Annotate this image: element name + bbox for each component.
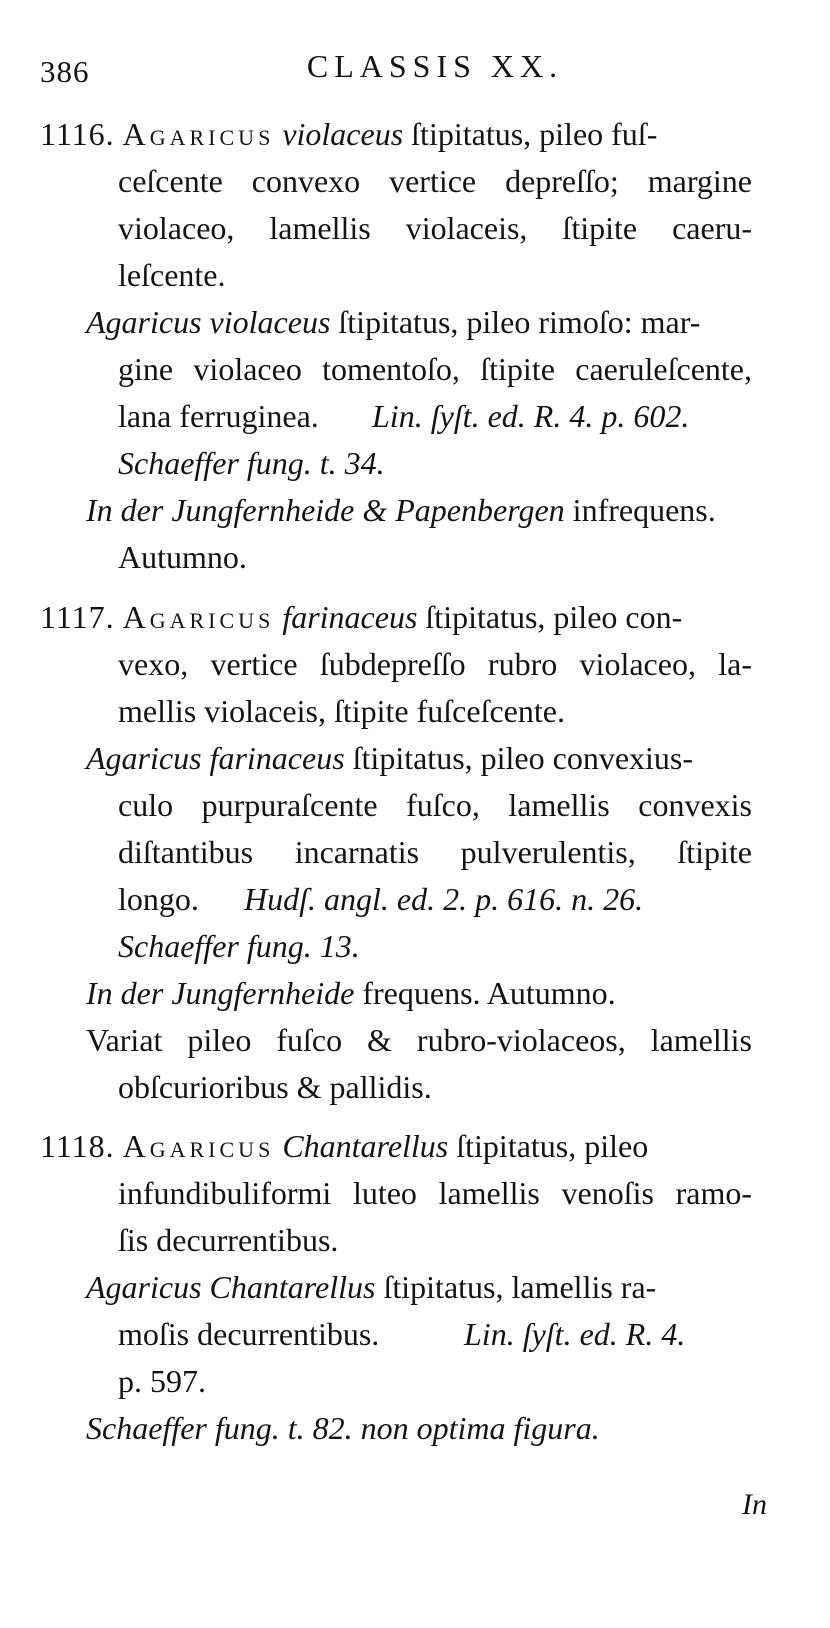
diagnosis-line: ceſcente convexo vertice depreſſo; margine xyxy=(118,163,752,199)
entry-heading xyxy=(40,1124,752,1168)
entry-number: 1117. xyxy=(40,599,115,635)
reference-line xyxy=(86,1406,600,1450)
synonym-text: ſtipitatus, lamellis ra- xyxy=(383,1269,657,1305)
synonym-line xyxy=(86,300,752,344)
synonym-text: ſtipitatus, pileo convexius- xyxy=(352,740,694,776)
species-name: Chantarellus xyxy=(282,1128,449,1164)
synonym-name: Agaricus Chantarellus xyxy=(86,1269,376,1305)
catchword: In xyxy=(742,1488,767,1521)
running-title: CLASSIS XX. xyxy=(306,48,564,84)
diagnosis-line: vexo, vertice ſubdepreſſo rubro violaceo, la- xyxy=(118,646,752,682)
species-name: farinaceus xyxy=(282,599,418,635)
reference: Schaeffer fung. 13. xyxy=(118,928,360,964)
synonym-text: ſtipitatus, pileo rimoſo: mar- xyxy=(338,304,701,340)
entry-number: 1116. xyxy=(40,116,115,152)
synonym-line: p. 597. xyxy=(118,1363,206,1399)
diagnosis-line: mellis violaceis, ſtipite fuſceſcente. xyxy=(118,693,565,729)
reference: Schaeffer fung. t. 82. xyxy=(86,1410,353,1446)
synonym-line: lana ferruginea. xyxy=(118,398,319,434)
synonym-line: diſtantibus incarnatis pulverulentis, ſtipite xyxy=(118,834,752,870)
synonym-line: moſis decurrentibus. xyxy=(118,1316,380,1352)
diagnosis-line: ſtipitatus, pileo con- xyxy=(425,599,683,635)
diagnosis-line: ſis decurrentibus. xyxy=(118,1222,339,1258)
citation: Lin. ſyſt. ed. R. 4. xyxy=(464,1316,686,1352)
synonym-line: longo. xyxy=(118,881,199,917)
synonym-line xyxy=(86,736,752,780)
genus-name: Agaricus xyxy=(122,599,275,635)
diagnosis-line: ſtipitatus, pileo fuſ- xyxy=(411,116,658,152)
reference: Schaeffer fung. t. 34. xyxy=(118,445,385,481)
species-name: violaceus xyxy=(282,116,404,152)
synonym-line: culo purpuraſcente fuſco, lamellis convexis xyxy=(118,787,752,823)
reference-note: non optima figura. xyxy=(360,1410,600,1446)
locality-place: In der Jungfernheide & Papenbergen xyxy=(86,492,565,528)
entry-number: 1118. xyxy=(40,1128,115,1164)
variation-line: Variat pileo fuſco & rubro-violaceos, lamellis xyxy=(86,1022,752,1058)
genus-name: Agaricus xyxy=(122,116,275,152)
variation-line: obſcurioribus & pallidis. xyxy=(118,1069,432,1105)
synonym-line: gine violaceo tomentoſo, ſtipite caeruleſcente, xyxy=(118,351,752,387)
season: Autumno. xyxy=(118,539,247,575)
entry-heading xyxy=(40,112,752,156)
genus-name: Agaricus xyxy=(122,1128,275,1164)
synonym-name: Agaricus farinaceus xyxy=(86,740,345,776)
diagnosis-line: infundibuliformi luteo lamellis venoſis ramo- xyxy=(118,1175,752,1211)
locality-line xyxy=(86,488,716,532)
locality-frequency: frequens. Autumno. xyxy=(362,975,616,1011)
page-number: 386 xyxy=(40,54,90,89)
diagnosis-line: ſtipitatus, pileo xyxy=(456,1128,649,1164)
locality-line xyxy=(86,971,616,1015)
locality-place: In der Jungfernheide xyxy=(86,975,355,1011)
locality-frequency: infrequens. xyxy=(572,492,716,528)
running-head xyxy=(0,44,830,94)
diagnosis-line: violaceo, lamellis violaceis, ſtipite caeru- xyxy=(118,210,752,246)
synonym-name: Agaricus violaceus xyxy=(86,304,331,340)
diagnosis-line: leſcente. xyxy=(118,257,226,293)
synonym-line xyxy=(86,1265,752,1309)
entry-heading xyxy=(40,595,752,639)
citation: Hudſ. angl. ed. 2. p. 616. n. 26. xyxy=(244,881,644,917)
citation: Lin. ſyſt. ed. R. 4. p. 602. xyxy=(372,398,690,434)
